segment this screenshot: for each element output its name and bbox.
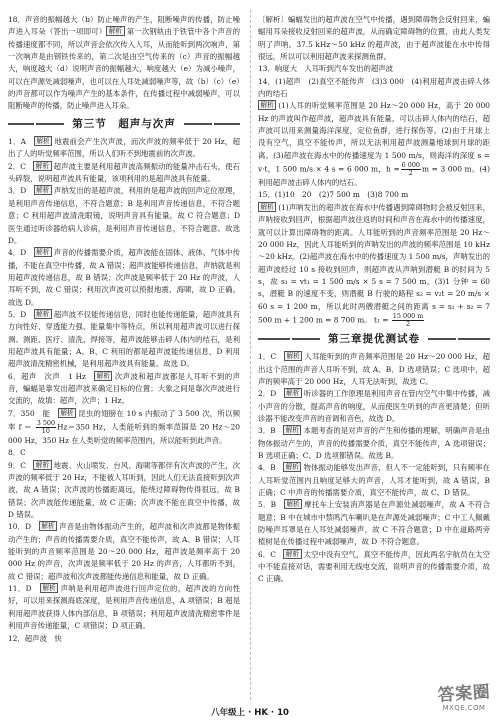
answer-1: 1．A 解析 地震前会产生次声波，而次声波的频率低于 20 Hz，超出了人的听觉频率范围，所以人们听不到地震前的次声波。 <box>8 137 240 159</box>
jiexi-tag: 解析 <box>94 371 112 381</box>
jiexi-tag: 解析 <box>258 100 276 110</box>
left-column <box>8 14 240 645</box>
answer-12: 12．超声波 快 <box>8 633 62 643</box>
site-watermark <box>432 684 496 722</box>
right-column <box>258 14 490 586</box>
jiexi-tag: 解析 <box>34 309 52 319</box>
test-answer-1: 1．C 解析 人耳能听到的声音频率范围是 20 Hz～20 000 Hz，超出这个范围的声音人耳听不到，故 A、B、D 选项错误；C 选项中，超声的频率高于 20 000 Hz，人耳无法听到，故选 C。 <box>258 352 490 386</box>
column-divider <box>250 10 251 700</box>
fraction: $\frac{15 000 m}{2}$ <box>392 311 424 328</box>
section-heading-test <box>258 333 490 345</box>
section-title: 第三章提优测试卷 <box>328 332 420 345</box>
jiexi-tag: 解析 <box>284 499 302 509</box>
answer-12-explanation: 〔解析〕蝙蝠发出的超声波在空气中传播，遇到障碍物会反射回来，蝙蝠用耳朵接收反射回来的超声波，从而确定障碍物的位置，由此人类发明了声呐。37.5 kHz～50 kHz 的超声波，由于超声波能在水中传得很远，所以可以利用超声波来探测鱼群。 <box>258 15 490 62</box>
jiexi-tag: 解析 <box>106 26 124 36</box>
jiexi-tag: 解析 <box>283 462 301 472</box>
test-answer-3: 3．B 解析 本题考查的是对声音的产生和传播的理解，明确声音是由物体振动产生的，声音的传播需要介质，真空不能传声，A 选项错误；B 选项正确；C、D 选项都错误。故选 B。 <box>258 426 490 460</box>
test-answer-2: 2．D 解析 听诊器的工作原理是利用声音在管内空气中集中传播，减小声音的分散，提高声音的响度，从而使医生听到的声音更清楚；但听诊器不能改变声音的音调和音色，故选 D。 <box>258 389 490 423</box>
jiexi-tag: 解析 <box>40 583 58 593</box>
answer-8: 8．C <box>8 448 26 458</box>
answer-11: 11．D 解析 声呐是利用超声波进行回声定位的，超声波的方向性好，可以用来探测海底深度，是利用声音传递信息，A 项错误；B 超是利用超声波获得人体内部信息，B 项错误；利用超声波清洗精密零件是利用声音传递能量，C 项错误；D 项正确。 <box>8 584 240 631</box>
jiexi-tag: 解析 <box>33 460 51 470</box>
answer-13: 13．响度大 人耳听到汽车发出的超声波 <box>258 64 394 74</box>
test-answer-5: 5．B 解析 摩托车上安装消声器是在声源处减弱噪声，故 A 不符合题意；B 中在城市中禁鸣汽车喇叭是在声源处减弱噪声；C 中工人佩戴防噪声耳罩是在人耳处减弱噪声，故 C 不符合题意；D 中在道路两旁植树是在传播过程中减弱噪声，故 D 不符合题意。 <box>258 500 490 547</box>
jiexi-tag: 解析 <box>39 521 57 531</box>
jiexi-tag: 解析 <box>34 247 52 257</box>
test-answer-6: 6．C 解析 太空中没有空气，真空不能传声，因此两名宇航员在太空中不能直接对话，需要利用无线电交流，说明声音的传播需要介质，故 C 正确。 <box>258 549 490 584</box>
answer-14: 14．(1)超声 (2)真空不能传声 (3)3 000 (4)利用超声波击碎人体内的结石 <box>258 76 490 99</box>
fraction: $\frac{3 500}{10}$ <box>36 419 56 435</box>
jiexi-tag: 解析 <box>283 549 301 559</box>
fraction: $\frac{6 000}{2}$ <box>401 161 420 178</box>
jiexi-tag: 解析 <box>34 185 52 195</box>
answer-2: 2．C 解析 超声波主要是利用超声波高频振动的能量冲击石头，使石头碎裂，说明超声波具有能量，该项利用的是超声波具有能量。 <box>8 161 240 184</box>
test-answer-4: 4．B 解析 物体振动能够发出声音，但人不一定能听到，只有频率在人耳听觉范围内且响度足够大的声音，人耳才能听到，故 A 错误，B 正确；C 中声音的传播需要介质，真空不能传声，故 C、D 错误。 <box>258 463 490 498</box>
section-rule <box>36 123 64 124</box>
answer-18: 18．声音的振幅越大（b）防止噪声的产生，阻断噪声的传播，防止噪声进入耳朵（答出一项即可） 解析 第一次钢轨由于铁管中各个声音的传播速度都不同，所以声音会依次传入人耳，从而能听到两次响声，第一次响声是由钢铁传来的，第二次是由空气传来的（c）声音的振幅越大，响度越大（d）说明声音的振幅越大，响度越大（e）为减小噪声，可以在声源处减弱噪声，也可以在人耳处减弱噪声等，故（b）（c）（e）的声音都可以作为噪声产生的基本条件，在传播过程中减弱噪声，可以阻断噪声的传播，防止噪声进入耳朵。 <box>8 15 240 111</box>
section-rule <box>184 123 212 124</box>
answer-7: 7．350 能 解析 昆虫的翅膀在 10 s 内振动了 3 500 次，所以频率 f ＝ $\frac{3 500}{10}$ Hz＝350 Hz，人类能听到的频率范围是 20 Hz～20 000 Hz，350 Hz 在人类听觉的频率范围内，所以能听到此声音。 <box>8 408 240 445</box>
answer-15: 15．(1)10 20 (2)7 500 m (3)8 700 m <box>258 190 409 200</box>
section-rule <box>458 338 490 339</box>
section-rule <box>428 338 456 339</box>
section-rule <box>8 123 34 124</box>
jiexi-tag: 解析 <box>34 136 52 146</box>
watermark-url: MXQE.COM <box>442 704 486 712</box>
jiexi-tag: 解析 <box>284 351 302 361</box>
jiexi-tag: 解析 <box>33 161 51 171</box>
watermark-logo: 答案圈 <box>437 682 491 706</box>
answer-5: 5．D 解析 超声波不仅能传递信息，同时也能传递能量，超声波具有方向性好、穿透能力强、能量集中等特点，所以利用超声波可以进行探测、测距、医疗、清洗、焊接等，超声波能够击碎人体内的结石，是利用超声波具有能量；A、B、C 利用的都是超声波能传递信息，D 利用超声波清洗精密机械，是利用超声波具有能量。故选 D。 <box>8 309 240 369</box>
page-footer: 八年级上 · HK · 10 <box>211 708 289 718</box>
jiexi-tag: 解析 <box>283 425 301 435</box>
section-rule <box>214 123 240 124</box>
answer-9: 9．C 解析 地震、火山喷发、台风、海啸等都伴有次声波的产生，次声波的频率低于 20 Hz，不能被人耳听到，因此人们无法直接听到次声波，故 A 错误；次声波的传播距离远，能绕过障碍物传得很远，故 B 错误；次声波能传递能量，故 C 正确；次声波不能在真空中传播，故 D 错误。 <box>8 460 240 520</box>
answer-6: 6．超声 次声 1 Hz 解析 次声波和超声波都是人耳听不到的声音，蝙蝠是靠发出超声波来确定目标的位置；大象之间是靠次声波进行交流的，故填：超声，次声；1 Hz。 <box>8 371 240 406</box>
answer-3: 3．D 解析 声纳发出的是超声波，利用的是超声波的回声定位原理，是利用声音传递信息，不符合题意；B 是利用声音传递信息，不符合题意；C 利用超声波清洗眼镜，说明声音具有能量，故 C 符合题意；D 医生通过听诊器给病人诊病，是利用声音传递信息，不符合题意。故选 D。 <box>8 186 240 245</box>
jiexi-tag: 解析 <box>284 388 302 398</box>
answer-15-explanation: 解析 (1)声呐发出的超声波在海水中传播遇到障碍物时会被反射回来，声呐接收到回声，根据超声波往返的时间和声音在海水中的传播速度，就可以计算出障碍物的距离。人耳能听到的声音频率范围是 20 Hz～20 000 Hz，因此人耳能听到的声呐发出的声波的频率范围是 10 kHz～20 kHz。(2)超声波在海水中的传播速度为 1 500 m/s，声呐发出的超声波经过 10 s 接收到回声，则超声波从声呐到潜艇 B 的时间为 5 s，故 s₁ = vt₁ = 1 500 m/s × 5 s = 7 500 m。(3)1 分钟 = 60 s，潜艇 B 的速度不变，则潜艇 B 行驶的路程 s₂ = v₂t = 20 m/s × 60 s = 1 200 m，所以此时两艘潜艇之间的距离 s = s₁ + s₂ = 7 500 m + 1 200 m = 8 700 m。 t₁ = $\frac{15 000 m}{2}$ <box>258 202 490 328</box>
section-heading-ultrasound <box>8 118 240 130</box>
section-rule <box>258 338 290 339</box>
jiexi-tag: 解析 <box>58 408 76 418</box>
section-rule <box>292 338 320 339</box>
section-title: 第三节 超声与次声 <box>72 117 176 130</box>
jiexi-tag: 解析 <box>258 202 276 212</box>
answer-4: 4．D 解析 声音的传播需要介质，超声波能在固体、液体、气体中传播，不能在真空中传播，故 A 错误；超声波能够传递信息，声纳就是利用超声波传递信息，故 B 错误；次声波是频率低于 20 Hz 的声波，人耳听不到，故 C 错误；利用次声波可以预报地震、海啸，故 D 正确。故选 D。 <box>8 248 240 307</box>
answer-14-explanation: 解析 (1)人耳的听觉频率范围是 20 Hz～20 000 Hz，高于 20 000 Hz 的声波叫作超声波，超声波具有能量，可以击碎人体内的结石，超声波可以用来测量海洋深度，定位鱼群，进行探伤等。(2)由于月球上没有空气，真空不能传声，所以无法利用超声波测量地球到月球的距离。(3)超声波在海水中的传播速度为 1 500 m/s，则海洋的深度 s = v·t，1 500 m/s × 4 s = 6 000 m，h = $\frac{6 000}{2}$ m = 3 000 m。(4)利用超声波击碎人体内的结石。 <box>258 101 490 188</box>
answer-10: 10．D 解析 声音是由物体振动产生的，超声波和次声波都是物体振动产生的；声音的传播需要介质，真空不能传声，故 A、B 错误；人耳能听到的声音频率范围是 20～20 000 Hz，超声波是频率高于 20 000 Hz 的声音，次声波是频率低于 20 Hz 的声音，人耳都听不到，故 C 错误；超声波和次声波都能传递信息和能量，故 D 正确。 <box>8 522 240 581</box>
